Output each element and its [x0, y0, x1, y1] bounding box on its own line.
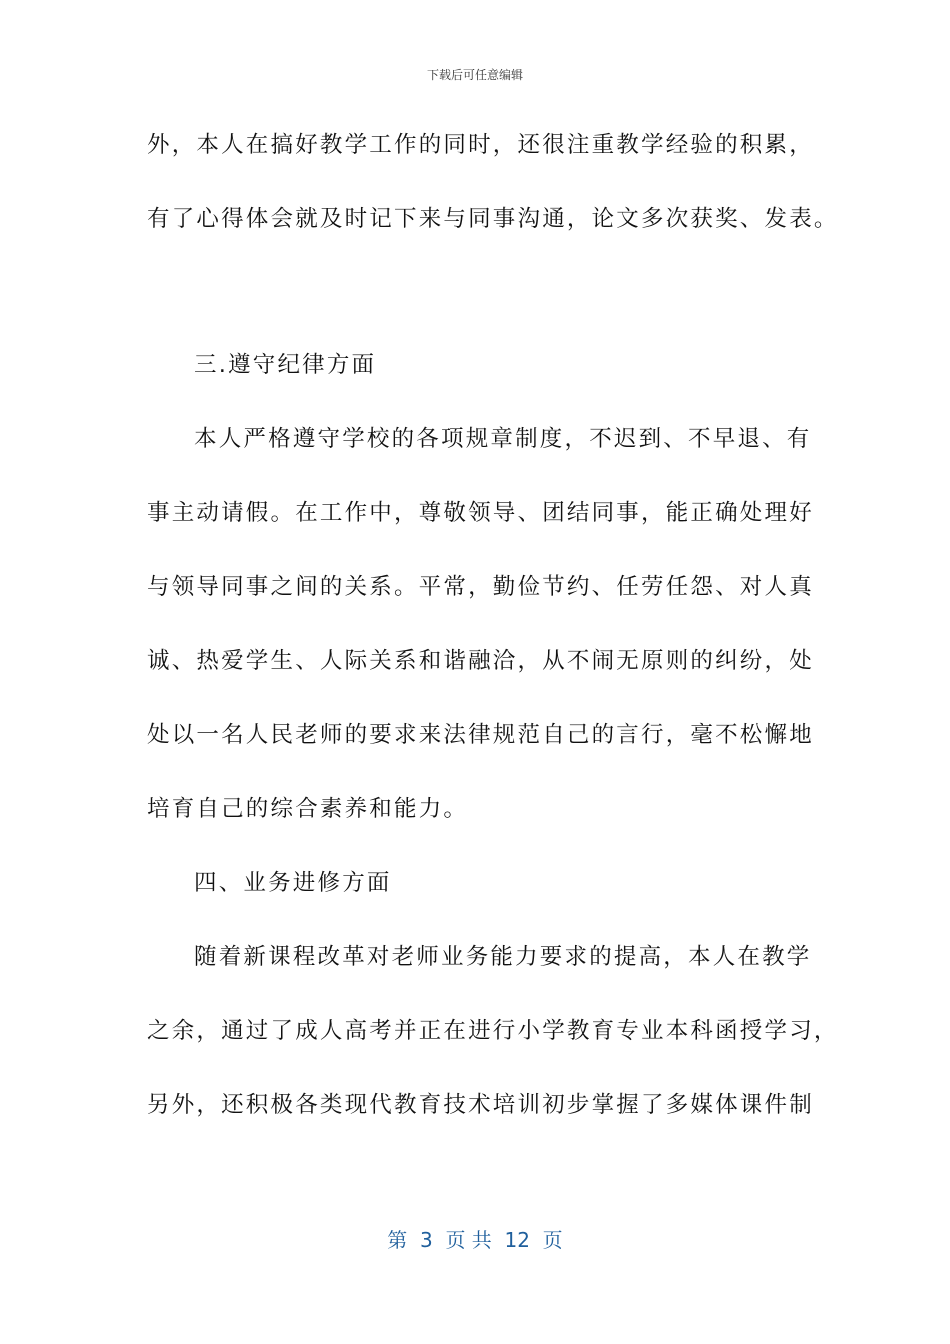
- text-line: 本人严格遵守学校的各项规章制度，不迟到、不早退、有: [194, 426, 812, 452]
- document-body: [147, 127, 837, 1161]
- page-number: 第 3 页 共 12 页: [387, 1228, 563, 1252]
- text-line: 处以一名人民老师的要求来法律规范自己的言行，毫不松懈地: [147, 722, 814, 748]
- section-heading: 四、业务进修方面: [194, 870, 392, 896]
- text-line: 随着新课程改革对老师业务能力要求的提高，本人在教学: [194, 944, 812, 970]
- text-line: 培育自己的综合素养和能力。: [147, 796, 469, 822]
- text-line: 外，本人在搞好教学工作的同时，还很注重教学经验的积累，: [147, 132, 814, 158]
- header-note: 下载后可任意编辑: [426, 68, 523, 82]
- text-line: 之余，通过了成人高考并正在进行小学教育专业本科函授学习，: [147, 1018, 839, 1044]
- text-line: 与领导同事之间的关系。平常，勤俭节约、任劳任怨、对人真: [147, 574, 814, 600]
- text-line: 诚、热爱学生、人际关系和谐融洽，从不闹无原则的纠纷，处: [147, 648, 814, 674]
- text-line: 有了心得体会就及时记下来与同事沟通，论文多次获奖、发表。: [147, 206, 839, 232]
- section-heading: 三.遵守纪律方面: [194, 352, 377, 378]
- text-line: 另外，还积极各类现代教育技术培训初步掌握了多媒体课件制: [147, 1092, 814, 1118]
- text-line: 事主动请假。在工作中，尊敬领导、团结同事，能正确处理好: [147, 500, 814, 526]
